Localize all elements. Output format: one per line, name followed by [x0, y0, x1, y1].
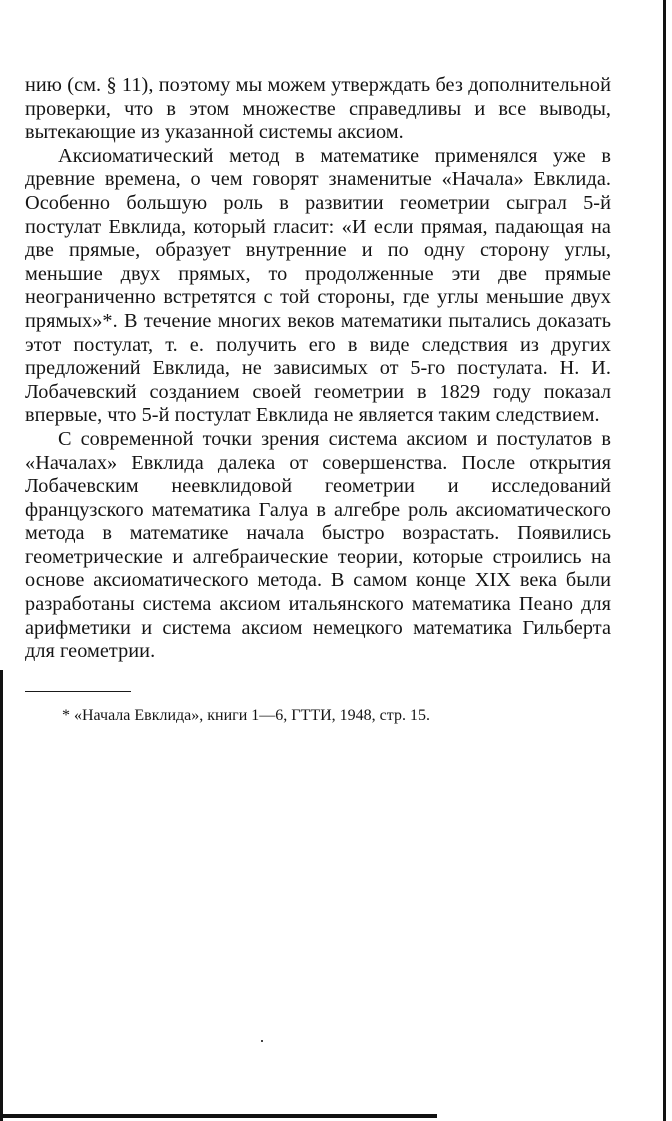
- paragraph-modern-view: С современной точки зрения система аксиом и постулатов в «Началах» Евклида далека от совершенства. После открытия Лобачевским неевклидовой геометрии и исследований французского математика Галуа в алгебре роль аксиоматического метода в математике начала быстро возрастать. Появились геометрические и алгебраические теории, которые строились на основе аксиоматического метода. В самом конце XIX века были разработаны система аксиом итальянского математика Пеано для арифметики и система аксиом немецкого математика Гильберта для геометрии.: [25, 427, 611, 663]
- footnote-divider: [25, 691, 131, 692]
- paragraph-axiomatic-method: Аксиоматический метод в математике применялся уже в древние времена, о чем говорят знаменитые «Начала» Евклида. Особенно большую роль в развитии геометрии сыграл 5-й постулат Евклида, который гласит: «И если прямая, падающая на две прямые, образует внутренние и по одну сторону углы, меньшие двух прямых, то продолженные эти две прямые неограниченно встретятся с той стороны, где углы меньшие двух прямых»*. В течение многих веков математики пытались доказать этот постулат, т. е. получить его в виде следствия из других предложений Евклида, не зависимых от 5-го постулата. Н. И. Лобачевский созданием своей геометрии в 1829 году показал впервые, что 5-й постулат Евклида не является таким следствием.: [25, 144, 611, 427]
- paragraph-continuation: нию (см. § 11), поэтому мы можем утверждать без дополнительной проверки, что в этом множестве справедливы и все выводы, вытекающие из указанной системы аксиом.: [25, 74, 611, 144]
- main-text: [25, 74, 611, 664]
- scan-edge-bottom: [0, 1114, 437, 1118]
- scan-edge-left: [0, 670, 3, 1121]
- print-speck: [261, 1040, 263, 1042]
- footnote: * «Начала Евклида», книги 1—6, ГТТИ, 1948, стр. 15.: [62, 707, 430, 724]
- scan-edge-right: [663, 0, 666, 1121]
